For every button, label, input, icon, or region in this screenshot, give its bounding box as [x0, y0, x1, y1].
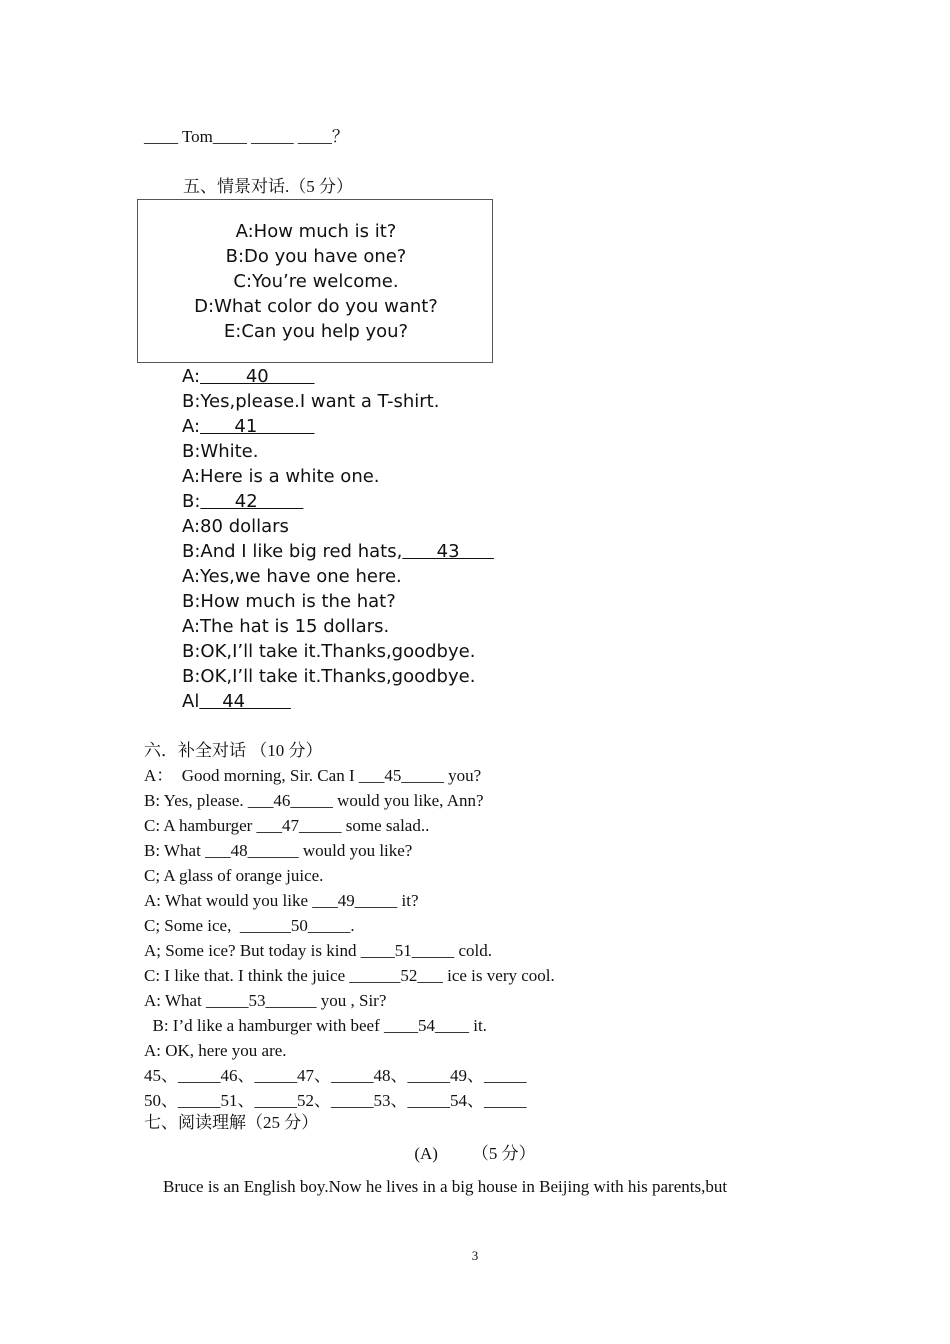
dialog-line: A: What _____53______ you , Sir?: [144, 991, 387, 1010]
section7-subtitle: (A) （5 分）: [414, 1144, 536, 1163]
section5-title: 五、情景对话.（5 分）: [183, 177, 353, 196]
dialog-line: B:White.: [182, 441, 259, 462]
option-d: D:What color do you want?: [194, 296, 438, 317]
dialog-line: A:The hat is 15 dollars.: [182, 616, 390, 637]
answer-blank-42: 42: [200, 491, 304, 512]
option-a: A:How much is it?: [235, 221, 397, 242]
dialog-line: A: 41: [182, 416, 315, 437]
dialog-line: B:OK,I’ll take it.Thanks,goodbye.: [182, 666, 476, 687]
dialog-line: A: 40: [182, 366, 315, 387]
dialog-line: A： Good morning, Sir. Can I ___45_____ you?: [144, 766, 482, 785]
dialog-line: C: I like that. I think the juice ______52___ ice is very cool.: [144, 966, 555, 985]
section6-title: 六．补全对话 （10 分）: [144, 741, 323, 760]
option-c: C:You’re welcome.: [233, 271, 399, 292]
dialog-line: B:Yes,please.I want a T-shirt.: [182, 391, 440, 412]
dialog-line: A:80 dollars: [182, 516, 289, 537]
answer-row-45-49: 45、_____46、_____47、_____48、_____49、_____: [144, 1066, 527, 1085]
top-answer-line: ____ Tom____ _____ ____？: [144, 127, 349, 146]
answer-blank-43: 43: [402, 541, 494, 562]
dialog-line: A:Here is a white one.: [182, 466, 380, 487]
dialog-line: B: Yes, please. ___46_____ would you like, Ann?: [144, 791, 484, 810]
answer-blank-44: 44: [199, 691, 291, 712]
option-b: B:Do you have one?: [225, 246, 407, 267]
option-e: E:Can you help you?: [223, 321, 409, 342]
dialog-line: B: 42: [182, 491, 304, 512]
dialog-line: C; Some ice, ______50_____.: [144, 916, 355, 935]
dialog-line: A; Some ice? But today is kind ____51_____ cold.: [144, 941, 492, 960]
dialog-line: B: What ___48______ would you like?: [144, 841, 413, 860]
dialog-line: B:How much is the hat?: [182, 591, 396, 612]
dialog-line: B:OK,I’ll take it.Thanks,goodbye.: [182, 641, 476, 662]
dialog-line: Al 44: [182, 691, 291, 712]
dialog-line: A: What would you like ___49_____ it?: [144, 891, 419, 910]
answer-blank-41: 41: [200, 416, 315, 437]
section7-title: 七、阅读理解（25 分）: [144, 1113, 319, 1132]
page-number: 3: [471, 1248, 479, 1263]
dialog-line: C; A glass of orange juice.: [144, 866, 324, 885]
answer-blank-40: 40: [200, 366, 315, 387]
options-box: [137, 199, 493, 363]
dialog-line: B: I’d like a hamburger with beef ____54____ it.: [144, 1016, 487, 1035]
dialog-line: A:Yes,we have one here.: [182, 566, 402, 587]
dialog-line: B:And I like big red hats, 43: [182, 541, 494, 562]
dialog-line: A: OK, here you are.: [144, 1041, 287, 1060]
dialog-line: C: A hamburger ___47_____ some salad..: [144, 816, 430, 835]
reading-passage-first-line: Bruce is an English boy.Now he lives in a big house in Beijing with his parents,but: [163, 1177, 728, 1196]
answer-row-50-54: 50、_____51、_____52、_____53、_____54、_____: [144, 1091, 527, 1110]
